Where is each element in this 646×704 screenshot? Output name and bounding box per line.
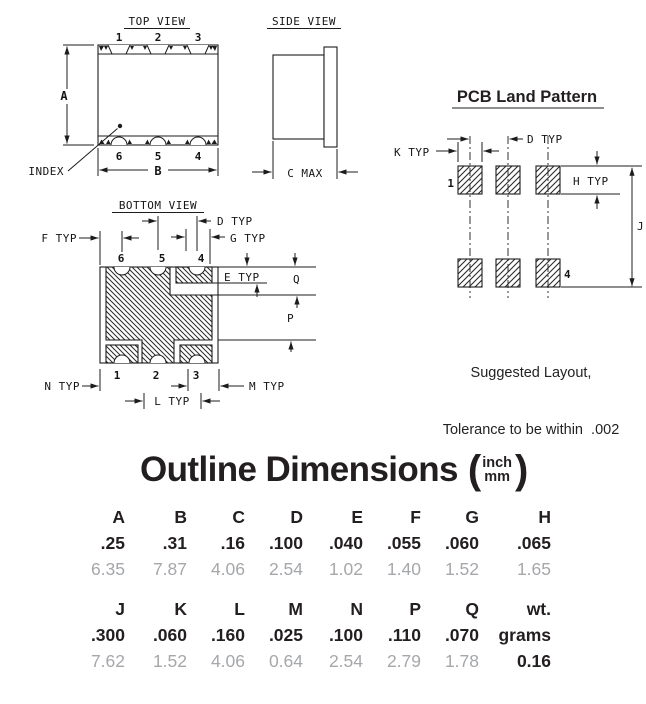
dim-mm-cell: 4.06 <box>210 651 245 671</box>
pin-label: 2 <box>152 369 160 382</box>
dim-inch-cell: .110 <box>387 625 421 645</box>
dim-a <box>60 45 94 145</box>
pcb-land-pattern <box>394 88 644 298</box>
pin-label: 3 <box>192 369 200 382</box>
dim-label-a: A <box>60 89 68 103</box>
dim-label-g: G TYP <box>230 232 266 245</box>
dim-label-j: J <box>637 220 645 233</box>
dim-header-cell: F <box>410 507 421 527</box>
dims-table-1 <box>67 504 551 582</box>
weight-value-cell: 0.16 <box>516 651 551 671</box>
pin-label: 6 <box>117 252 125 265</box>
dim-mm-cell: 4.06 <box>210 559 245 579</box>
pin-label: 4 <box>197 252 205 265</box>
dim-inch-cell: .040 <box>328 533 363 553</box>
dim-label-b: B <box>154 164 162 178</box>
dim-mm-cell: 1.65 <box>516 559 551 579</box>
dim-header-cell: L <box>234 599 245 619</box>
dim-g <box>171 229 266 264</box>
dim-inch-cell: .055 <box>386 533 421 553</box>
unit-stack <box>482 456 512 484</box>
dim-mm-cell: 1.78 <box>444 651 479 671</box>
dim-inch-cell: .300 <box>90 625 125 645</box>
dim-inch-cell: .025 <box>268 625 303 645</box>
dim-mm-cell: 0.64 <box>268 651 303 671</box>
land-pad <box>536 259 560 287</box>
pin-label: 3 <box>194 31 202 44</box>
dim-label-p: P <box>287 312 295 325</box>
dim-mm-cell: 7.87 <box>152 559 187 579</box>
dim-label-d: D TYP <box>527 133 563 146</box>
dim-header-cell: K <box>174 599 187 619</box>
dim-inch-cell: .100 <box>268 533 303 553</box>
land-pad <box>458 166 482 194</box>
pin-label: 2 <box>154 31 162 44</box>
dim-mm-cell: 1.52 <box>444 559 479 579</box>
dim-inch-cell: .25 <box>100 533 125 553</box>
dim-label-k: K TYP <box>394 146 430 159</box>
dim-mm-cell: 7.62 <box>90 651 125 671</box>
dim-header-cell: C <box>232 507 245 527</box>
land-pads <box>458 166 560 287</box>
suggested-layout-note <box>406 326 646 459</box>
pin-label: 5 <box>154 150 162 163</box>
land-pad <box>536 166 560 194</box>
dim-inch-cell: .31 <box>162 533 187 553</box>
dim-mm-cell: 1.40 <box>386 559 421 579</box>
dim-n-l-m <box>44 369 284 409</box>
note-line-1: Suggested Layout, <box>470 365 592 381</box>
dim-inch-cell: .160 <box>210 625 245 645</box>
side-view-flange <box>324 47 337 147</box>
dim-mm-cell: 1.02 <box>328 559 363 579</box>
dim-inch-cell: grams <box>498 625 551 645</box>
dim-inch-cell: .065 <box>516 533 551 553</box>
index-dot <box>118 124 122 128</box>
dim-mm-cell: 1.52 <box>152 651 187 671</box>
dim-label-c-max: C MAX <box>287 167 323 180</box>
dim-header-cell: wt. <box>526 599 551 619</box>
paren-open: ( <box>467 448 482 492</box>
pin-label: 1 <box>113 369 121 382</box>
land-pad <box>496 259 520 287</box>
dim-header-cell: A <box>112 507 125 527</box>
dim-mm-cell: 2.54 <box>268 559 303 579</box>
index-label: INDEX <box>28 165 64 178</box>
dim-label-q: Q <box>293 273 301 286</box>
dim-label-h: H TYP <box>573 175 609 188</box>
land-pattern-title: PCB Land Pattern <box>456 88 598 106</box>
land-pin1-label: 1 <box>447 177 454 190</box>
dim-header-cell: G <box>465 507 479 527</box>
dim-header-cell: Q <box>465 599 479 619</box>
top-view-title: TOP VIEW <box>128 15 186 28</box>
dim-header-cell: J <box>115 599 125 619</box>
dim-inch-cell: .100 <box>328 625 363 645</box>
dim-header-cell: H <box>538 507 551 527</box>
dim-mm-cell: 6.35 <box>90 559 125 579</box>
dim-header-cell: N <box>350 599 363 619</box>
land-pin4-label: 4 <box>564 268 571 281</box>
dim-header-cell: D <box>290 507 303 527</box>
pin-label: 1 <box>115 31 123 44</box>
unit-inch: inch <box>482 455 512 471</box>
dim-inch-cell: .060 <box>444 533 479 553</box>
dim-label-e: E TYP <box>224 271 260 284</box>
unit-mm: mm <box>484 469 510 485</box>
dim-label-d: D TYP <box>217 215 253 228</box>
dim-c <box>252 141 358 180</box>
land-pad <box>496 166 520 194</box>
dim-mm-cell: 2.54 <box>328 651 363 671</box>
dim-k <box>394 142 499 162</box>
dim-inch-cell: .070 <box>444 625 479 645</box>
bottom-view <box>41 199 316 409</box>
dim-header-cell: M <box>288 599 303 619</box>
dim-label-l: L TYP <box>154 395 190 408</box>
outline-dimensions-title <box>140 450 528 490</box>
dim-d-land <box>447 133 563 146</box>
dim-inch-cell: .16 <box>220 533 245 553</box>
outline-title-text: Outline Dimensions <box>140 450 458 489</box>
bottom-view-title: BOTTOM VIEW <box>118 199 198 212</box>
dim-f <box>41 231 139 265</box>
pin-label: 5 <box>158 252 166 265</box>
dim-label-f: F TYP <box>41 232 77 245</box>
dim-label-n: N TYP <box>44 380 80 393</box>
side-view <box>252 15 358 180</box>
land-pad <box>458 259 482 287</box>
dim-e-q-p <box>212 253 316 352</box>
dim-label-m: M TYP <box>249 380 285 393</box>
dim-mm-cell: 2.79 <box>386 651 421 671</box>
dim-h <box>561 151 642 209</box>
note-line-2: Tolerance to be within .002 <box>442 422 620 438</box>
dims-table-2 <box>67 596 551 674</box>
dim-header-cell: E <box>351 507 363 527</box>
paren-close: ) <box>515 448 529 492</box>
outline-dimensions-tables <box>67 504 551 674</box>
side-view-title: SIDE VIEW <box>271 15 337 28</box>
dim-header-cell: B <box>174 507 187 527</box>
top-view <box>28 15 218 178</box>
dim-inch-cell: .060 <box>152 625 187 645</box>
pin-label: 4 <box>194 150 202 163</box>
pin-label: 6 <box>115 150 123 163</box>
dim-header-cell: P <box>409 599 421 619</box>
side-view-body <box>273 55 324 139</box>
